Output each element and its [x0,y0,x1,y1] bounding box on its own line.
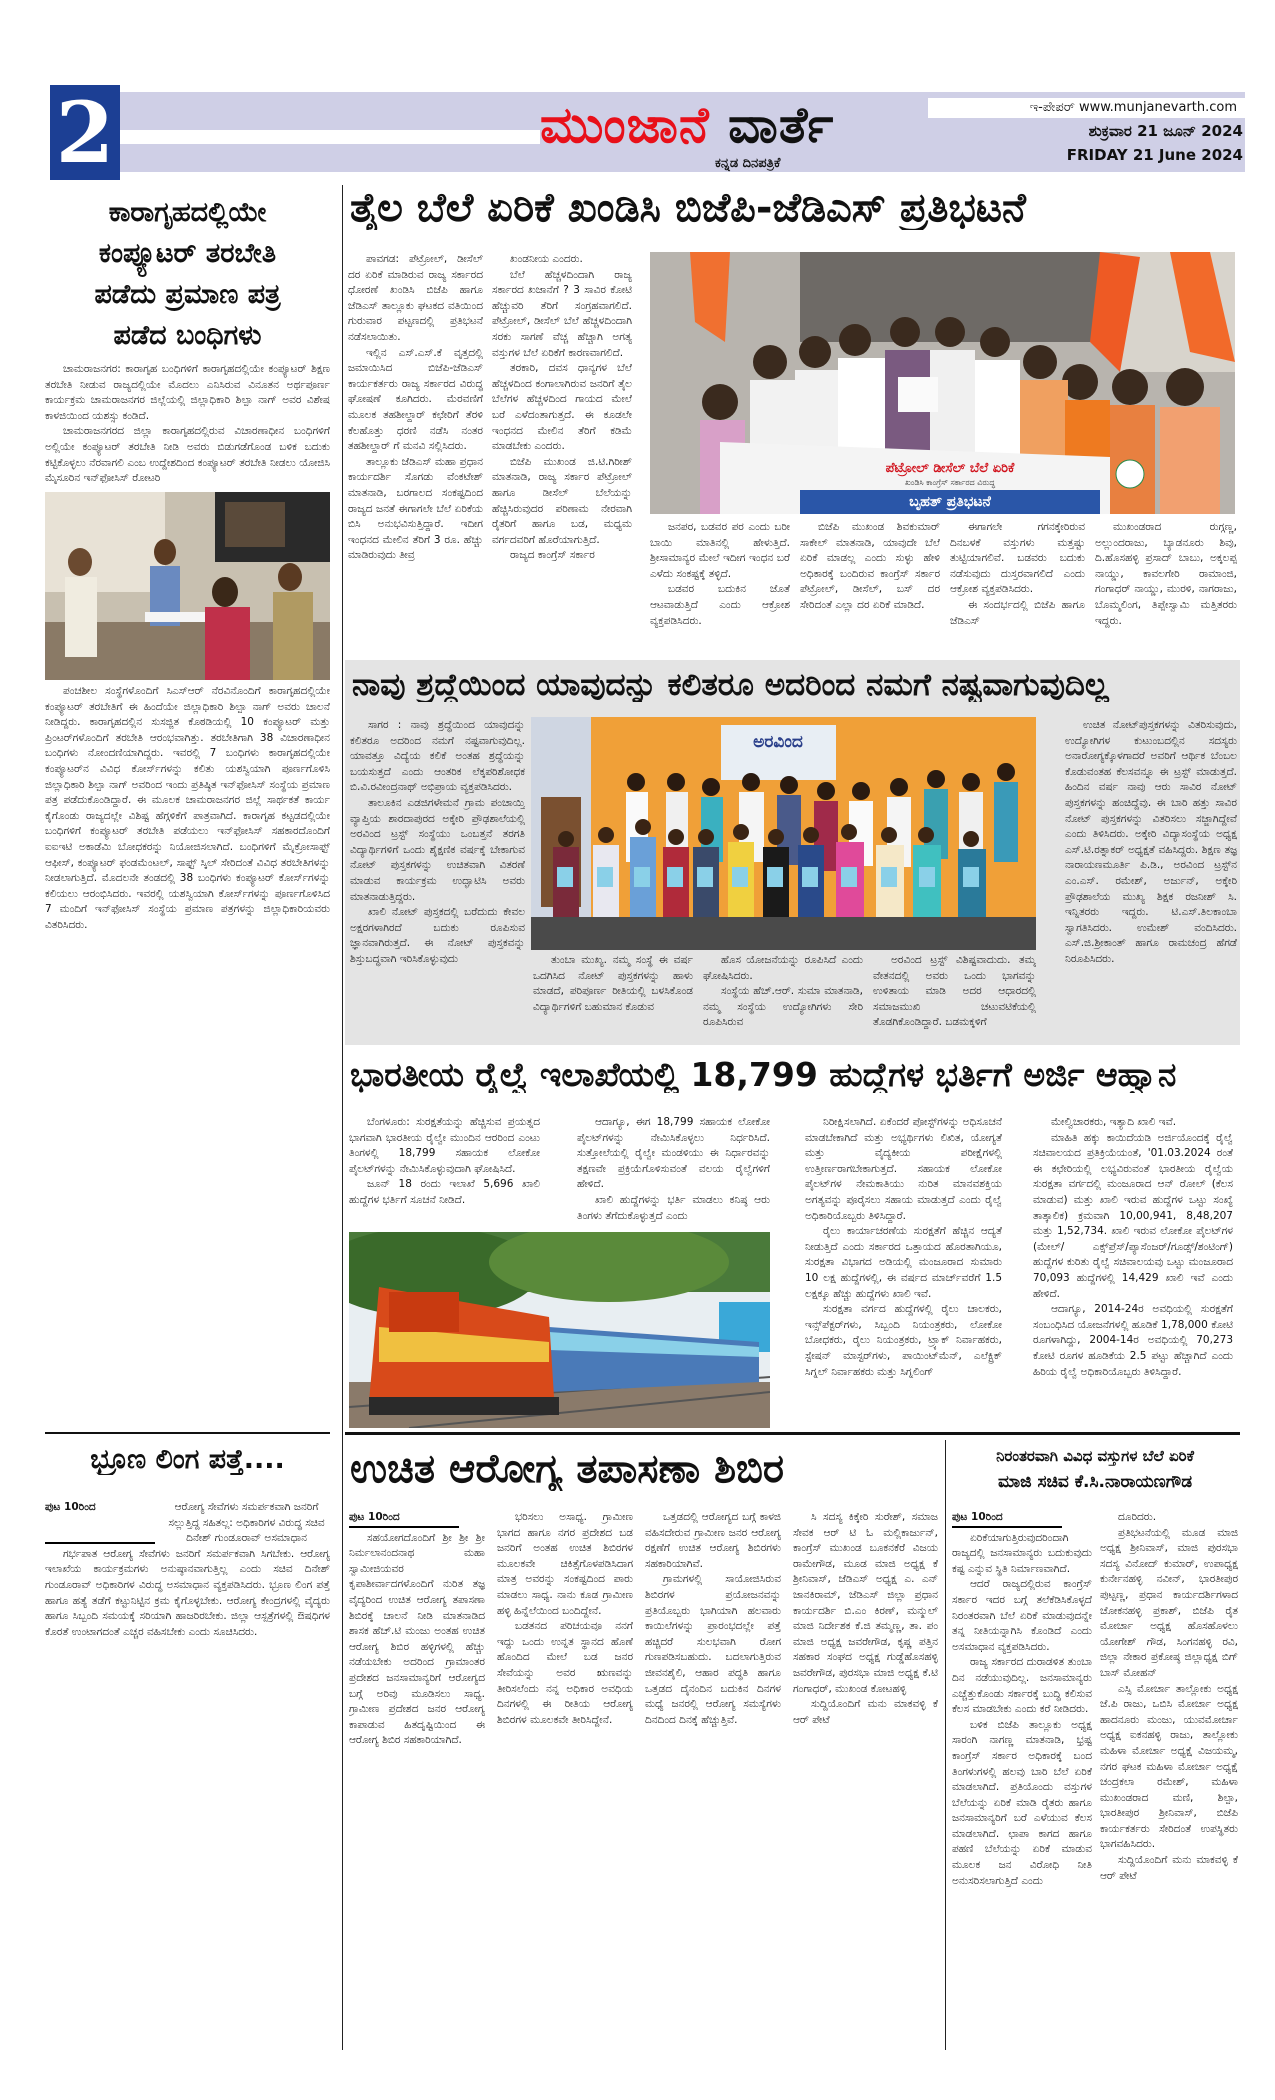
health-camp-headline: ಉಚಿತ ಆರೋಗ್ಯ ತಪಾಸಣಾ ಶಿಬಿರ [350,1447,785,1491]
paragraph: ಜೂನ್ 18 ರಂದು ಇಲಾಖೆ 5,696 ಖಾಲಿ ಹುದ್ದೆಗಳ ಭರ್ತಿಗೆ ಸೂಚನೆ ನೀಡಿದೆ. [349,1178,540,1206]
train-photo [349,1232,770,1428]
paragraph: ಸಂಸ್ಥೆಯ ಹೆಚ್.ಆರ್. ಸುಮಾ ಮಾತನಾಡಿ, ನಮ್ಮ ಸಂಸ್ಥೆಯ ಉದ್ಯೋಗಿಗಳು ಸೇರಿ ರೂಪಿಸಿರುವ [703,985,863,1029]
section-rule [45,1432,330,1434]
fuel-headline: ತೈಲ ಬೆಲೆ ಏರಿಕೆ ಖಂಡಿಸಿ ಬಿಜೆಪಿ-ಜೆಡಿಎಸ್ ಪ್ರತಿಭಟನೆ [350,186,1026,230]
paragraph: ಒತ್ತಡದಲ್ಲಿ ಆರೋಗ್ಯದ ಬಗ್ಗೆ ಕಾಳಜಿ ವಹಿಸದೇರುವ ಗ್ರಾಮೀಣ ಜನರ ಆರೋಗ್ಯ ರಕ್ಷಣೆಗೆ ಉಚಿತ ಆರೋಗ್ಯ ಶಿಬಿರಗಳು ಸಹಕಾರಿಯಾಗಿವೆ. [645,1511,781,1570]
paragraph: ರಾಜ್ಯ ಸರ್ಕಾರದ ದುರಾಡಳಿತ ತುಂಬಾ ದಿನ ನಡೆಯುವುದಿಲ್ಲ. ಜನಸಾಮಾನ್ಯರು ಎಚ್ಚೆತ್ತುಕೊಂಡು ಸರ್ಕಾರಕ್ಕೆ ಬುದ್ಧಿ ಕಲಿಸುವ ಕೆಲಸ ಮಾಡಬೇಕು ಎಂದು ಕರೆ ನೀಡಿದರು. [952,1656,1092,1716]
paragraph: ಬೆಲೆ ಹೆಚ್ಚಳದಿಂದಾಗಿ ರಾಜ್ಯ ಸರ್ಕಾರದ ಖಜಾನೆಗೆ ? 3 ಸಾವಿರ ಕೋಟಿ ಹೆಚ್ಚುವರಿ ತೆರಿಗೆ ಸಂಗ್ರಹವಾಗಲಿದೆ. ಪೆಟ್ರೋಲ್, ಡೀಸೆಲ್ ಬೆಲೆ ಹೆಚ್ಚಳದಿಂದಾಗಿ ಸರಕು ಸಾಗಣೆ ವೆಚ್ಚ ಹೆಚ್ಚಾಗಿ ಅಗತ್ಯ ವಸ್ತುಗಳ ಬೆಲೆ ಏರಿಕೆಗೆ ಕಾರಣವಾಗಲಿದೆ. [492,268,632,359]
story-text [349,1531,485,1749]
masthead-stripe [120,130,540,144]
fuel-protest-photo [650,252,1235,514]
price-rise-col-1 [952,1510,1092,2050]
railway-col-2 [577,1115,770,1227]
price-rise-col-2 [1100,1510,1238,2050]
story-intro: ಆರೋಗ್ಯ ಸೇವೆಗಳು ಸಮರ್ಪಕವಾಗಿ ಜನರಿಗೆ ಸಲ್ಲುತ್ತಿದ್ದ ಸಹಿತಲ್ಲ: ಅಧಿಕಾರಿಗಳ ವಿರುದ್ಧ ಸಚಿವ ದಿನೇಶ್ ಗುಂಡೂರಾವ್ ಅಸಮಾಧಾನ [168,1501,325,1545]
notebooks-col-1 [350,718,525,1040]
paragraph: ಪ್ರತಿಭಟನೆಯಲ್ಲಿ ಮೂಡ ಮಾಜಿ ಅಧ್ಯಕ್ಷ ಶ್ರೀನಿವಾಸ್, ಮಾಜಿ ಪುರಸಭಾ ಸದಸ್ಯ ವಿನೋದ್ ಕುಮಾರ್, ಉಪಾಧ್ಯಕ್ಷ ಕುರ್ನೇನಹಳ್ಳಿ ನವೀನ್, ಭಾರತೀಪುರ ಪುಟ್ಟಣ್ಣ, ಪ್ರಧಾನ ಕಾರ್ಯದರ್ಶಿಗಳಾದ ಚೋಕನಹಳ್ಳಿ ಪ್ರಕಾಶ್, ಬಿಜೆಪಿ ರೈತ ಮೋರ್ಚಾ ಅಧ್ಯಕ್ಷ ಹೊಸಹೊಳಲು ಯೋಗೇಶ್ ಗೌಡ, ಸಿಂಗನಹಳ್ಳಿ ರವಿ, ಜಿಲ್ಲಾ ನೇಕಾರ ಪ್ರಕೋಷ್ಠ ಜಿಲ್ಲಾಧ್ಯಕ್ಷ ಬಿಗ್ ಬಾಸ್ ಮೋಹನ್ [1100,1526,1238,1679]
headline-line: ನಿರಂತರವಾಗಿ ವಿವಿಧ ವಸ್ತುಗಳ ಬೆಲೆ ಏರಿಕೆ [996,1447,1194,1465]
railway-headline: ಭಾರತೀಯ ರೈಲ್ವೆ ಇಲಾಖೆಯಲ್ಲಿ 18,799 ಹುದ್ದೆಗಳ ಭರ್ತಿಗೆ ಅರ್ಜಿ ಆಹ್ವಾನ [350,1057,1177,1094]
paragraph: ರೈಲು ಕಾರ್ಯಾಚರಣೆಯ ಸುರಕ್ಷತೆಗೆ ಹೆಚ್ಚಿನ ಆದ್ಯತೆ ನೀಡುತ್ತಿದೆ ಎಂದು ಸರ್ಕಾರದ ಒತ್ತಾಯದ ಹೊರತಾಗಿಯೂ, ಸುರಕ್ಷತಾ ವಿಭಾಗದ ಅಡಿಯಲ್ಲಿ ಮಂಜೂರಾದ ಸುಮಾರು 10 ಲಕ್ಷ ಹುದ್ದೆಗಳಲ್ಲಿ, ಈ ವರ್ಷದ ಮಾರ್ಚ್‌ವರೆಗೆ 1.5 ಲಕ್ಷಕ್ಕೂ ಹೆಚ್ಚು ಹುದ್ದೆಗಳು ಖಾಲಿ ಇವೆ. [805,1225,1002,1300]
paragraph: ಸುದ್ದಿಯೊಂದಿಗೆ ಮನು ಮಾಕವಳ್ಳಿ ಕೆ ಆರ್ ಪೇಟೆ [793,1698,938,1726]
jail-body [45,684,330,1434]
jail-photo [45,492,330,680]
paragraph: ಹೊಸ ಯೋಜನೆಯನ್ನು ರೂಪಿಸಿದೆ ಎಂದು ಘೋಷಿಸಿದರು. [703,954,863,982]
column-divider [945,1440,946,2050]
banner-text-line1: ಪೆಟ್ರೋಲ್ ಡೀಸೆಲ್ ಬೆಲೆ ಏರಿಕೆ [885,461,1015,476]
page-number: 2 [50,85,120,180]
epaper-url[interactable]: ಇ-ಪೇಪರ್ www.munjanevarth.com [928,98,1245,118]
paragraph: ಸುರಕ್ಷತಾ ವರ್ಗದ ಹುದ್ದೆಗಳಲ್ಲಿ ರೈಲು ಚಾಲಕರು, ಇನ್ಸ್‌ಪೆಕ್ಟರ್‌ಗಳು, ಸಿಬ್ಬಂದಿ ನಿಯಂತ್ರಕರು, ಲೋಕೋ ಬೋಧಕರು, ರೈಲು ನಿಯಂತ್ರಕರು, ಟ್ರ್ಯಾಕ್ ನಿರ್ವಾಹಕರು, ಸ್ಟೇಷನ್ ಮಾಸ್ಟರ್‌ಗಳು, ಪಾಯಿಂಟ್‌ಮೆನ್, ಎಲೆಕ್ಟ್ರಿಕ್ ಸಿಗ್ನಲ್ ನಿರ್ವಾಹಕರು ಮತ್ತು ಸಿಗ್ನಲಿಂಗ್ [805,1303,1002,1378]
paragraph: ಜನಪರ, ಬಡವರ ಪರ ಎಂದು ಬರೀ ಬಾಯಿ ಮಾತಿನಲ್ಲಿ ಹೇಳುತ್ತಿದೆ. ಶ್ರೀಸಾಮಾನ್ಯರ ಮೇಲೆ ಇದೀಗ ಇಂಧನ ಬರೆ ಎಳೆದು ಸಂಕಷ್ಟಕ್ಕೆ ತಳ್ಳಿದೆ. [650,521,790,580]
notebooks-col-2 [533,953,693,1041]
health-col-2 [497,1510,633,2050]
paragraph: ಸಹಯೋಗದೊಂದಿಗೆ ಶ್ರೀ ಶ್ರೀ ಶ್ರೀ ನಿರ್ಮಲಾನಂದನಾಥ ಮಹಾ ಸ್ವಾಮೀಜಿಯವರ ಕೃಪಾಶೀರ್ವಾದಗಳೊಂದಿಗೆ ನುರಿತ ತಜ್ಞ ವೈದ್ಯರಿಂದ ಉಚಿತ ಆರೋಗ್ಯ ತಪಾಸಣಾ ಶಿಬಿರಕ್ಕೆ ಚಾಲನೆ ನೀಡಿ ಮಾತನಾಡಿದ ಶಾಸಕ ಹೆಚ್.ಟಿ ಮಂಜು ಅಂತಹ ಉಚಿತ ಆರೋಗ್ಯ ಶಿಬಿರ ಹಳ್ಳಿಗಳಲ್ಲಿ ಹೆಚ್ಚು ನಡೆಯಬೇಕು ಅದರಿಂದ ಗ್ರಾಮಾಂತರ ಪ್ರದೇಶದ ಜನಸಾಮಾನ್ಯರಿಗೆ ಆರೋಗ್ಯದ ಬಗ್ಗೆ ಅರಿವು ಮೂಡಿಸಲು ಸಾಧ್ಯ. ಗ್ರಾಮೀಣ ಪ್ರದೇಶದ ಜನರ ಆರೋಗ್ಯ ಕಾಪಾಡುವ ಹಿತದೃಷ್ಟಿಯಿಂದ ಈ ಆರೋಗ್ಯ ಶಿಬಿರ ಸಹಕಾರಿಯಾಗಿದೆ. [349,1531,485,1747]
paragraph: ಆದಾಗ್ಯೂ, 2014-24ರ ಅವಧಿಯಲ್ಲಿ ಸುರಕ್ಷತೆಗೆ ಸಂಬಂಧಿಸಿದ ಯೋಜನೆಗಳಲ್ಲಿ ಹೂಡಿಕೆ 1,78,000 ಕೋಟಿ ರೂಗಳಾಗಿದ್ದು, 2004-14ರ ಅವಧಿಯಲ್ಲಿ 70,273 ಕೋಟಿ ರೂಗಳ ಹೂಡಿಕೆಯ 2.5 ಪಟ್ಟು ಹೆಚ್ಚಾಗಿದೆ ಎಂದು ಹಿರಿಯ ರೈಲ್ವೆ ಅಧಿಕಾರಿಯೊಬ್ಬರು ತಿಳಿಸಿದ್ದಾರೆ. [1033,1303,1233,1378]
section-rule [345,1432,1240,1435]
paragraph: ತುಂಬಾ ಮುಖ್ಯ. ನಮ್ಮ ಸಂಸ್ಥೆ ಈ ವರ್ಷ ಒದಗಿಸಿದ ನೋಟ್ ಪುಸ್ತಕಗಳನ್ನು ಹಾಳು ಮಾಡದೆ, ಪರಿಪೂರ್ಣ ರೀತಿಯಲ್ಲಿ ಬಳಸಿಕೊಂಡ ವಿದ್ಯಾರ್ಥಿಗಳಿಗೆ ಬಹುಮಾನ ಕೊಡುವ [533,954,693,1013]
paragraph: ಖಾಲಿ ಹುದ್ದೆಗಳನ್ನು ಭರ್ತಿ ಮಾಡಲು ಕನಿಷ್ಠ ಆರು ತಿಂಗಳು ತೆಗೆದುಕೊಳ್ಳುತ್ತದೆ ಎಂದು [577,1193,770,1222]
health-col-1 [349,1510,485,2050]
paragraph: ಪಾವಗಡ: ಪೆಟ್ರೋಲ್, ಡೀಸೆಲ್ ದರ ಏರಿಕೆ ಮಾಡಿರುವ ರಾಜ್ಯ ಸರ್ಕಾರದ ಧೋರಣೆ ಖಂಡಿಸಿ ಬಿಜೆಪಿ ಹಾಗೂ ಜೆಡಿಎಸ್ ತಾಲ್ಲೂಕು ಘಟಕದ ವತಿಯಿಂದ ಗುರುವಾರ ಪಟ್ಟಣದಲ್ಲಿ ಪ್ರತಿಭಟನೆ ನಡೆಸಲಾಯಿತು. [348,253,483,343]
paragraph: ಈ ಸಂದರ್ಭದಲ್ಲಿ ಬಿಜೆಪಿ ಹಾಗೂ ಜೆಡಿಎಸ್ [950,598,1085,627]
paragraph: ತಾಲ್ಲೂಕು ಜೆಡಿಎಸ್ ಮಹಾ ಪ್ರಧಾನ ಕಾರ್ಯದರ್ಶಿ ಸೊಗಡು ವೆಂಕಟೇಶ್ ಮಾತನಾಡಿ, ಬರಗಾಲದ ಸಂಕಷ್ಟದಿಂದ ರಾಜ್ಯದ ಜನತೆ ಈಗಾಗಲೇ ಬೆಲೆ ಏರಿಕೆಯ ಬಿಸಿ ಅನುಭವಿಸುತ್ತಿದ್ದಾರೆ. ಇದೀಗ ಇಂಧನದ ಮೇಲಿನ ತೆರಿಗೆ 3 ರೂ. ಹೆಚ್ಚು ಮಾಡಿರುವುದು ತೀವ್ರ [348,455,483,562]
paragraph: ತಾಲೂಕಿನ ಎಡಜಿಗಳೇಮನೆ ಗ್ರಾಮ ಪಂಚಾಯ್ತಿ ವ್ಯಾಪ್ತಿಯ ಶಾರದಾಪುರದ ಅಕ್ಕೇರಿ ಪ್ರೌಢಶಾಲೆಯಲ್ಲಿ ಅರವಿಂದ ಟ್ರಸ್ಟ್ ಸಂಸ್ಥೆಯು ಒಂಬತ್ತನೆ ತರಗತಿ ವಿದ್ಯಾರ್ಥಿಗಳಿಗೆ ಒಂದು ಶೈಕ್ಷಣಿಕ ವರ್ಷಕ್ಕೆ ಬೇಕಾಗುವ ನೋಟ್ ಪುಸ್ತಕಗಳನ್ನು ಉಚಿತವಾಗಿ ವಿತರಣೆ ಮಾಡುವ ಕಾರ್ಯಕ್ರಮ ಉದ್ಘಾಟಿಸಿ ಅವರು ಮಾತನಾಡುತ್ತಿದ್ದರು. [350,796,525,903]
health-col-3 [645,1510,781,2050]
story-text [45,1547,330,1641]
paragraph: ಅರವಿಂದ ಟ್ರಸ್ಟ್ ವಿಶಿಷ್ಟವಾದುದು. ತಮ್ಮ ವೇತನದಲ್ಲಿ ಅವರು ಒಂದು ಭಾಗವನ್ನು ಉಳಿತಾಯ ಮಾಡಿ ಅದರ ಆಧಾರದಲ್ಲಿ ಸಮಾಜಮುಖಿ ಚಟುವಟಿಕೆಯಲ್ಲಿ ತೊಡಗಿಕೊಂಡಿದ್ದಾರೆ. ಬಡಮಕ್ಕಳಿಗೆ [873,954,1036,1029]
paragraph: ನಿರೀಕ್ಷಿಸಲಾಗಿದೆ. ಏಕೆಂದರೆ ಪೋಸ್ಟ್‌ಗಳನ್ನು ಅಧಿಸೂಚನೆ ಮಾಡಬೇಕಾಗಿದೆ ಮತ್ತು ಅಭ್ಯರ್ಥಿಗಳು ಲಿಖಿತ, ಯೋಗ್ಯತೆ ಮತ್ತು ವೈದ್ಯಕೀಯ ಪರೀಕ್ಷೆಗಳಲ್ಲಿ ಉತ್ತೀರ್ಣರಾಗಬೇಕಾಗುತ್ತದೆ. ಸಹಾಯಕ ಲೋಕೋ ಪೈಲಟ್‌ಗಳ ನೇಮಕಾತಿಯು ನುರಿತ ಮಾನವಶಕ್ತಿಯ ಅಗತ್ಯವನ್ನು ಪೂರೈಸಲು ಸಹಾಯ ಮಾಡುತ್ತದೆ ಎಂದು ರೈಲ್ವೆ ಅಧಿಕಾರಿಯೊಬ್ಬರು ತಿಳಿಸಿದ್ದಾರೆ. [805,1116,1002,1222]
paragraph: ಸಾಗರ : ನಾವು ಶ್ರದ್ಧೆಯಿಂದ ಯಾವುದನ್ನು ಕಲಿತರೂ ಅದರಿಂದ ನಮಗೆ ನಷ್ಟವಾಗುವುದಿಲ್ಲ. ಯಾವತ್ತೂ ವಿದ್ಯೆಯ ಕಲಿಕೆ ಅಂತಹ ಶ್ರದ್ಧೆಯನ್ನು ಬಯಸುತ್ತದೆ ಎಂದು ಆಂತರಿಕ ಲೆಕ್ಕಪರಿಶೋಧಕ ಬಿ.ವಿ.ರವೀಂದ್ರನಾಥ್ ಅಭಿಪ್ರಾಯ ವ್ಯಕ್ತಪಡಿಸಿದರು. [350,719,525,794]
paragraph: ಗರ್ಭಪಾತ ಆರೋಗ್ಯ ಸೇವೆಗಳು ಜನರಿಗೆ ಸಮರ್ಪಕವಾಗಿ ಸಿಗಬೇಕು. ಆರೋಗ್ಯ ಇಲಾಖೆಯ ಕಾರ್ಯಕ್ರಮಗಳು ಅನುಷ್ಠಾನವಾಗುತ್ತಿಲ್ಲ ಎಂದು ಸಚಿವ ದಿನೇಶ್ ಗುಂಡೂರಾವ್ ಅಧಿಕಾರಿಗಳ ವಿರುದ್ಧ ಅಸಮಾಧಾನ ವ್ಯಕ್ತಪಡಿಸಿದರು. ಭ್ರೂಣ ಲಿಂಗ ಪತ್ತೆ ಹಾಗೂ ಹತ್ಯೆ ತಡೆಗೆ ಕಟ್ಟುನಿಟ್ಟಿನ ಕ್ರಮ ಕೈಗೊಳ್ಳಬೇಕು. ಆರೋಗ್ಯ ಕೇಂದ್ರಗಳಲ್ಲಿ ವೈದ್ಯರು ಹಾಗೂ ಸಿಬ್ಬಂದಿ ಸಮಯಕ್ಕೆ ಸರಿಯಾಗಿ ಹಾಜರಿರಬೇಕು. ಜಿಲ್ಲಾ ಆಸ್ಪತ್ರೆಗಳಲ್ಲಿ ಔಷಧಿಗಳ ಕೊರತೆ ಉಂಟಾಗದಂತೆ ಎಚ್ಚರ ವಹಿಸಬೇಕು ಎಂದು ಸೂಚಿಸಿದರು. [45,1547,330,1638]
railway-col-3 [805,1115,1002,1430]
paragraph: ಗ್ರಾಮಗಳಲ್ಲಿ ಸಾಯೋಜಿಸಿರುವ ಶಿಬಿರಗಳ ಪ್ರಯೋಜನವನ್ನು ಪ್ರತಿಯೊಬ್ಬರು ಭಾಗಿಯಾಗಿ ಹಲವಾರು ಕಾಯಿಲೆಗಳನ್ನು ಪ್ರಾರಂಭದಲ್ಲೇ ಪತ್ತೆ ಹಚ್ಚಿದರೆ ಸುಲಭವಾಗಿ ರೋಗ ಗುಣಪಡಿಸಬಹುದು. ಬದಲಾಗುತ್ತಿರುವ ಜೀವನಶೈಲಿ, ಆಹಾರ ಪದ್ಧತಿ ಹಾಗೂ ಒತ್ತಡದ ದೈನಂದಿನ ಬದುಕಿನ ದಿನಗಳ ಮಧ್ಯೆ ಜನರಲ್ಲಿ ಆರೋಗ್ಯ ಸಮಸ್ಯೆಗಳು ದಿನದಿಂದ ದಿನಕ್ಕೆ ಹೆಚ್ಚುತ್ತಿವೆ. [645,1573,781,1726]
notebooks-headline: ನಾವು ಶ್ರದ್ಧೆಯಿಂದ ಯಾವುದನ್ನು ಕಲಿತರೂ ಅದರಿಂದ ನಮಗೆ ನಷ್ಟವಾಗುವುದಿಲ್ಲ [352,668,1109,703]
paragraph: ಆದಾಗ್ಯೂ, ಈಗ 18,799 ಸಹಾಯಕ ಲೋಕೋ ಪೈಲಟ್‌ಗಳನ್ನು ನೇಮಿಸಿಕೊಳ್ಳಲು ನಿರ್ಧರಿಸಿದೆ. ಸುತ್ತೋಲೆಯಲ್ಲಿ ರೈಲ್ವೇ ಮಂಡಳಿಯು ಈ ನಿರ್ಧಾರವನ್ನು ತಕ್ಷಣವೇ ಪ್ರಕ್ರಿಯೆಗೊಳಿಸುವಂತೆ ವಲಯ ರೈಲ್ವೆಗಳಿಗೆ ಹೇಳಿದೆ. [577,1116,770,1191]
logo-word-black: ವಾರ್ತೆ [728,96,835,154]
banner-text-line3: ಬೃಹತ್ ಪ್ರತಿಭಟನೆ [909,494,991,510]
railway-col-4 [1033,1115,1233,1430]
story-text [952,1531,1092,1890]
paragraph: ಖಾಲಿ ನೋಟ್ ಪುಸ್ತಕದಲ್ಲಿ ಬರೆದುದು ಕೇವಲ ಅಕ್ಷರಗಳಾಗಿರದೆ ಬದುಕು ರೂಪಿಸುವ ಜ್ಞಾನವಾಗಿರುತ್ತದೆ. ಈ ನೋಟ್ ಪುಸ್ತಕವನ್ನು ಶಿಸ್ತುಬದ್ಧವಾಗಿ ಇರಿಸಿಕೊಳ್ಳುವುದು [350,906,525,965]
notebooks-col-3 [703,953,863,1041]
paragraph: ದೂರಿದರು. [1118,1511,1157,1523]
paragraph: ಬಿಜೆಪಿ ಮುಖಂಡ ಜಿ.ಟಿ.ಗಿರೀಶ್ ಮಾತನಾಡಿ, ರಾಜ್ಯ ಸರ್ಕಾರ ಪೆಟ್ರೋಲ್ ಹಾಗೂ ಡೀಸೆಲ್ ಬೆಲೆಯನ್ನು ಹೆಚ್ಚಿಸಿರುವುದರ ಪರಿಣಾಮ ನೇರವಾಗಿ ರೈತರಿಗೆ ಹಾಗೂ ಬಡ, ಮಧ್ಯಮ ವರ್ಗದವರಿಗೆ ಹೊರೆಯಾಗುತ್ತಿದೆ. [492,455,632,546]
paragraph: ಬಿಜೆಪಿ ಮುಖಂಡ ಶಿವಕುಮಾರ್ ಸಾಕೇಲ್ ಮಾತನಾಡಿ, ಯಾವುದೇ ಬೆಲೆ ಏರಿಕೆ ಮಾಡಲ್ಲ ಎಂದು ಸುಳ್ಳು ಹೇಳಿ ಅಧಿಕಾರಕ್ಕೆ ಬಂದಿರುವ ಕಾಂಗ್ರೆಸ್ ಸರ್ಕಾರ ಪೆಟ್ರೋಲ್, ಡೀಸೆಲ್, ಬಸ್ ದರ ಸೇರಿದಂತೆ ಎಲ್ಲಾ ದರ ಏರಿಕೆ ಮಾಡಿದೆ. [800,521,940,611]
paragraph: ಎಸ್ಸಿ ಮೋರ್ಚಾ ತಾಲ್ಲೋಕು ಅಧ್ಯಕ್ಷ ಜೆ.ಪಿ ರಾಜು, ಒಬಿಸಿ ಮೋರ್ಚಾ ಅಧ್ಯಕ್ಷ ಹಾದನೂರು ಮಂಜು, ಯುವಮೋರ್ಚಾ ಅಧ್ಯಕ್ಷ ಐಕನಹಳ್ಳಿ ರಾಜು, ತಾಲ್ಲೋಕು ಮಹಿಳಾ ಮೋರ್ಚಾ ಅಧ್ಯಕ್ಷೆ ವಿಜಯಮ್ಮ, ನಗರ ಘಟಕ ಮಹಿಳಾ ಮೋರ್ಚಾ ಅಧ್ಯಕ್ಷೆ ಚಂದ್ರಕಲಾ ರಮೇಶ್, ಮಹಿಳಾ ಮುಖಂಡರಾದ ಮಣಿ, ಶಿಲ್ಪಾ, ಭಾರತೀಪುರ ಶ್ರೀನಿವಾಸ್, ಬಿಜೆಪಿ ಕಾರ್ಯಕರ್ತರು ಸೇರಿದಂತೆ ಉಪಸ್ಥಿತರು ಭಾಗವಹಿಸಿದರು. [1100,1682,1238,1851]
headline-line: ಕಾರಾಗೃಹದಲ್ಲಿಯೇ [108,197,267,228]
paragraph: ಚಾಮರಾಜನಗರದ ಜಿಲ್ಲಾ ಕಾರಾಗೃಹದಲ್ಲಿರುವ ವಿಚಾರಣಾಧೀನ ಬಂಧಿಗಳಿಗೆ ಅಲ್ಲಿಯೇ ಕಂಪ್ಯೂಟರ್ ತರಬೇತಿ ನೀಡಿ ಅವರು ಬಿಡುಗಡೆಗೊಂಡ ಬಳಿಕ ಬದುಕು ಕಟ್ಟಿಕೊಳ್ಳಲು ನೆರವಾಗಲಿ ಎಂಬ ಉದ್ದೇಶದಿಂದ ಕಂಪ್ಯೂಟರ್ ತರಬೇತಿ ನೀಡಲು ಯೋಜಿಸಿ ಮೈಸೂರಿನ ಇನ್‌ಫೋಸಿಸ್ ರೋಟರಿ [45,425,330,485]
paragraph: ಈಗಾಗಲೇ ಗಗನಕ್ಕೇರಿರುವ ದಿನಬಳಕೆ ವಸ್ತುಗಳು ಮತ್ತಷ್ಟು ತುಟ್ಟಿಯಾಗಲಿವೆ. ಬಡವರು ಬದುಕು ನಡೆಸುವುದು ದುಸ್ತರವಾಗಲಿದೆ ಎಂದು ಆಕ್ರೋಶ ವ್ಯಕ್ತಪಡಿಸಿದರು. [950,521,1085,596]
railway-col-1 [349,1115,540,1227]
jump-label: ಪುಟ 10ರಿಂದ [952,1510,1062,1528]
paragraph: ಬಡತನದ ಪರಿಚಯವೂ ನನಗೆ ಇದ್ದು ಒಂದು ಉನ್ನತ ಸ್ಥಾನದ ಹೊಣೆ ಹೊಂದಿದ ಮೇಲೆ ಬಡ ಜನರ ಸೇವೆಯನ್ನು ಅವರ ಋಣವನ್ನು ತೀರಿಸಲೆಂದು ನನ್ನ ಅಧಿಕಾರ ಅವಧಿಯ ದಿನಗಳಲ್ಲಿ ಈ ರೀತಿಯ ಆರೋಗ್ಯ ಶಿಬಿರಗಳ ಮೂಲಕವೇ ತೀರಿಸಿದ್ದೇನೆ. [497,1620,633,1726]
paragraph: ಮುಖಂಡರಾದ ರುಗ್ಗಣ್ಣ, ಅಲ್ಲುಂದರಾಜು, ಬ್ಯಾಡನೂರು ಶಿವು, ದಿ.ಹೊಸಹಳ್ಳಿ ಪ್ರಸಾದ್ ಬಾಬು, ಅಕ್ಕಲಪ್ಪ ನಾಯ್ಡು, ಕಾವಲಗೇರಿ ರಾಮಾಂಜಿ, ಗಂಗಾಧರ್ ನಾಯ್ಡು, ಮುರಳಿ, ನಾಗರಾಜು, ಬೊಮ್ಮಲಿಂಗ, ತಿಪ್ಪೇಸ್ವಾಮಿ ಮತ್ತಿತರರು ಇದ್ದರು. [1095,521,1237,627]
date-english: FRIDAY 21 June 2024 [1066,146,1243,164]
paragraph: ಪಂಚಶೀಲ ಸಂಸ್ಥೆಗಳೊಂದಿಗೆ ಸಿಎಸ್‌ಆರ್ ನೆರವಿನೊಂದಿಗೆ ಕಾರಾಗೃಹದಲ್ಲಿಯೇ ಕಂಪ್ಯೂಟರ್ ತರಬೇತಿಗೆ ಈ ಹಿಂದೆಯೇ ಜಿಲ್ಲಾಧಿಕಾರಿ ಶಿಲ್ಪಾ ನಾಗ್ ಅವರು ಚಾಲನೆ ನೀಡಿದ್ದರು. ಕಾರಾಗೃಹದಲ್ಲಿನ ಸುಸಜ್ಜಿತ ಕೊಠಡಿಯಲ್ಲಿ 10 ಕಂಪ್ಯೂಟರ್ ಮತ್ತು ಪ್ರಿಂಟರ್‌ಗಳೊಂದಿಗೆ ತರಬೇತಿ ಆರಂಭವಾಗಿತ್ತು. ತರಬೇತಿಗಾಗಿ 38 ವಿಚಾರಣಾಧೀನ ಬಂಧಿಗಳು ನೋಂದಣಿಯಾಗಿದ್ದರು. ಇವರಲ್ಲಿ 7 ಬಂಧಿಗಳು ಕಾರಾಗೃಹದಲ್ಲಿಯೇ ಕಂಪ್ಯೂಟರ್‌ನ ವಿವಿಧ ಕೋರ್ಸ್‌ಗಳನ್ನು ಕಲಿತು ಯಶಸ್ವಿಯಾಗಿ ಪೂರ್ಣಗೊಳಿಸಿ ಜಿಲ್ಲಾಧಿಕಾರಿ ಶಿಲ್ಪಾ ನಾಗ್ ಅವರಿಂದ ಇಂದು ಪ್ರತಿಷ್ಠಿತ ಇನ್‌ಫೋಸಿಸ್ ಸಂಸ್ಥೆಯ ಪ್ರಮಾಣ ಪತ್ರ ಪಡೆದುಕೊಂಡಿದ್ದಾರೆ. ಈ ಮೂಲಕ ಚಾಮರಾಜನಗರ ಜಿಲ್ಲೆ ಸಾರ್ಥಕತೆ ಕಾರ್ಯ ಕೈಗೊಂಡು ರಾಜ್ಯದಲ್ಲೇ ವಿಶಿಷ್ಟ ಹೆಗ್ಗಳಿಕೆಗೆ ಪಾತ್ರವಾಗಿದೆ. ಕಾರಾಗೃಹ ಕಟ್ಟಡದಲ್ಲಿಯೇ ಬಂಧಿಗಳಿಗೆ ಕಂಪ್ಯೂಟರ್ ತರಬೇತಿ ಪಡೆಯಲು ಇನ್‌ಫೋಸಿಸ್ ಸಹಕಾರದೊಂದಿಗೆ ಐಐಇಟಿ ಅಕಾಡೆಮಿ ಬೋಧಕರನ್ನು ನಿಯೋಜಿಸಲಾಗಿದೆ. ಬಂಧಿಗಳಿಗೆ ಮೈಕ್ರೋಸಾಫ್ಟ್ ಆಫೀಸ್, ಕಂಪ್ಯೂಟರ್ ಫಂಡಮೆಂಟಲ್, ಸಾಫ್ಟ್ ಸ್ಕಿಲ್ ಸೇರಿದಂತೆ ವಿವಿಧ ತರಬೇತಿಗಳನ್ನು ನೀಡಲಾಗುತ್ತಿದೆ. ಮೊದಲನೇ ತಂಡದಲ್ಲಿ 38 ಬಂಧಿಗಳು ಕಂಪ್ಯೂಟರ್ ಕೋರ್ಸ್‌ಗಳನ್ನು ಕಲಿಯಲು ಆರಂಭಿಸಿದರು. ಇವರಲ್ಲಿ ಯಶಸ್ವಿಯಾಗಿ ಕೋರ್ಸ್‌ಗಳನ್ನು ಪೂರ್ಣಗೊಳಿಸಿದ 7 ಮಂದಿಗೆ ಇನ್‌ಫೋಸಿಸ್ ಸಂಸ್ಥೆಯ ಪ್ರಮಾಣ ಪತ್ರಗಳನ್ನು ಜಿಲ್ಲಾಧಿಕಾರಿಯವರು ವಿತರಿಸಿದರು. [45,685,330,931]
paragraph: ಭರಿಸಲು ಅಸಾಧ್ಯ. ಗ್ರಾಮೀಣ ಭಾಗದ ಹಾಗೂ ನಗರ ಪ್ರದೇಶದ ಬಡ ಜನರಿಗೆ ಅಂತಹ ಉಚಿತ ಶಿಬಿರಗಳ ಮೂಲಕವೇ ಚಿಕಿತ್ಸೆಗೊಳಪಡಿಸಿದಾಗ ಮಾತ್ರ ಅವರನ್ನು ಸಂಕಷ್ಟದಿಂದ ಪಾರು ಮಾಡಲು ಸಾಧ್ಯ. ನಾನು ಕೂಡ ಗ್ರಾಮೀಣ ಹಳ್ಳಿ ಹಿನ್ನೆಲೆಯಿಂದ ಬಂದಿದ್ದೇನೆ. [497,1511,633,1617]
notebooks-col-5 [1065,718,1237,1040]
jump-label: ಪುಟ 10ರಿಂದ [45,1500,155,1544]
paragraph: ಬಡವರ ಬದುಕಿನ ಜೊತೆ ಆಟವಾಡುತ್ತಿದೆ ಎಂದು ಆಕ್ರೋಶ ವ್ಯಕ್ತಪಡಿಸಿದರು. [650,583,790,627]
paragraph: ಚಾಮರಾಜನಗರ: ಕಾರಾಗೃಹ ಬಂಧಿಗಳಿಗೆ ಕಾರಾಗೃಹದಲ್ಲಿಯೇ ಕಂಪ್ಯೂಟರ್ ಶಿಕ್ಷಣ ತರಬೇತಿ ನೀಡುವ ರಾಜ್ಯದಲ್ಲಿಯೇ ಮೊದಲು ಎನಿಸಿರುವ ವಿನೂತನ ಅರ್ಥಪೂರ್ಣ ಕಾರ್ಯಕ್ರಮ ಚಾಮರಾಜನಗರ ಜಿಲ್ಲೆಯಲ್ಲಿ ಜಿಲ್ಲಾಧಿಕಾರಿ ಶಿಲ್ಪಾ ನಾಗ್ ಅವರ ವಿಶೇಷ ಕಾಳಜಿಯಿಂದ ಯಶಸ್ಸು ಕಂಡಿದೆ. [45,363,330,422]
banner-text-line2: ಖಂಡಿಸಿ ಕಾಂಗ್ರೆಸ್ ಸರ್ಕಾರದ ವಿರುದ್ಧ [904,478,996,487]
paragraph: ಮಾಹಿತಿ ಹಕ್ಕು ಕಾಯಿದೆಯಡಿ ಅರ್ಜಿಯೊಂದಕ್ಕೆ ರೈಲ್ವೆ ಸಚಿವಾಲಯದ ಪ್ರತಿಕ್ರಿಯೆಯಂತೆ, '01.03.2024 ರಂತೆ ಈ ಕಛೇರಿಯಲ್ಲಿ ಲಭ್ಯವಿರುವಂತೆ ಭಾರತೀಯ ರೈಲ್ವೆಯ ಸುರಕ್ಷತಾ ವರ್ಗದಲ್ಲಿ ಮಂಜೂರಾದ ಆನ್ ರೋಲ್ (ಕೆಲಸ ಮಾಡುವ) ಮತ್ತು ಖಾಲಿ ಇರುವ ಹುದ್ದೆಗಳ ಒಟ್ಟು ಸಂಖ್ಯೆ ತಾತ್ಕಾಲಿಕ) ಕ್ರಮವಾಗಿ 10,00,941, 8,48,207 ಮತ್ತು 1,52,734. ಖಾಲಿ ಇರುವ ಲೋಕೋ ಪೈಲಟ್‌ಗಳ (ಮೇಲ್/ ಎಕ್ಸ್‌ಪ್ರೆಸ್/ಪ್ಯಾಸೆಂಜರ್/ಗೂಡ್ಸ್/ಶಂಟಿಂಗ್) ಹುದ್ದೆಗಳ ಕುರಿತು ರೈಲ್ವೆ ಸಚಿವಾಲಯವು ಒಟ್ಟು ಮಂಜೂರಾದ 70,093 ಹುದ್ದೆಗಳಲ್ಲಿ 14,429 ಖಾಲಿ ಇವೆ ಎಂದು ಹೇಳಿದೆ. [1033,1131,1233,1300]
tagline: ಕನ್ನಡ ದಿನಪತ್ರಿಕೆ [715,156,781,171]
headline-line: ಮಾಜಿ ಸಚಿವ ಕೆ.ಸಿ.ನಾರಾಯಣಗೌಡ [997,1472,1193,1492]
fuel-col-5 [950,520,1085,652]
paragraph: ಏರಿಕೆಯಾಗುತ್ತಿರುವುದರಿಂದಾಗಿ ರಾಜ್ಯದಲ್ಲಿ ಜನಸಾಮಾನ್ಯರು ಬದುಕುವುದು ಕಷ್ಟ ಎನ್ನುವ ಸ್ಥಿತಿ ನಿರ್ಮಾಣವಾಗಿದೆ. [952,1531,1092,1575]
paragraph: ಆದರೆ ರಾಜ್ಯದಲ್ಲಿರುವ ಕಾಂಗ್ರೆಸ್ ಸರ್ಕಾರ ಇದರ ಬಗ್ಗೆ ತಲೆಕೆಡಿಸಿಕೊಳ್ಳದೆ ನಿರಂತರವಾಗಿ ಬೆಲೆ ಏರಿಕೆ ಮಾಡುವುದನ್ನೇ ತನ್ನ ನೀತಿಯನ್ನಾಗಿಸಿ ಕೊಂಡಿದೆ ಎಂದು ಅಸಮಾಧಾನ ವ್ಯಕ್ತಪಡಿಸಿದರು. [952,1578,1092,1653]
paragraph: ಉಚಿತ ನೋಟ್‌ಪುಸ್ತಕಗಳನ್ನು ವಿತರಿಸುವುದು, ಉದ್ಯೋಗಿಗಳ ಕುಟುಂಬದಲ್ಲಿನ ಸದಸ್ಯರು ಅನಾರೋಗ್ಯಕ್ಕೊಳಗಾದರೆ ಅವರಿಗೆ ಆರ್ಥಿಕ ಬೆಂಬಲ ಕೊಡುವಂತಹ ಕೆಲಸವನ್ನೂ ಈ ಟ್ರಸ್ಟ್ ಮಾಡುತ್ತದೆ. ಹಿಂದಿನ ವರ್ಷ ನಾವು ಆರು ಸಾವಿರ ನೋಟ್ ಪುಸ್ತಕಗಳನ್ನು ಹಂಚಿದ್ದೆವು. ಈ ಬಾರಿ ಹತ್ತು ಸಾವಿರ ನೋಟ್ ಪುಸ್ತಕಗಳನ್ನು ವಿತರಿಸಲು ಸಜ್ಜಾಗಿದ್ದೇವೆ ಎಂದು ತಿಳಿಸಿದರು. ಅಕ್ಕೇರಿ ವಿದ್ಯಾಸಂಸ್ಥೆಯ ಅಧ್ಯಕ್ಷ ಎಸ್.ಟಿ.ರತ್ನಾಕರ್ ಅಧ್ಯಕ್ಷತೆ ವಹಿಸಿದ್ದರು. ಶಿಕ್ಷಣ ತಜ್ಞ ನಾರಾಯಣಮೂರ್ತಿ ಪಿ.ಡಿ., ಅರವಿಂದ ಟ್ರಸ್ಟ್‌ನ ಎಂ.ಎಸ್. ರಮೇಶ್, ಅರ್ಜುನ್, ಅಕ್ಕೇರಿ ಪ್ರೌಢಶಾಲೆಯ ಮುಖ್ಯ ಶಿಕ್ಷಕ ರಜನೀಶ್ ಸಿ. ಇನ್ನಿತರರು ಇದ್ದರು. ಟಿ.ಎಸ್.ತಿಲಕಾಂಬಾ ಸ್ವಾಗತಿಸಿದರು. ಉಮೇಶ್ ವಂದಿಸಿದರು. ಎಸ್.ಜಿ.ಶ್ರೀಕಾಂತ್ ಹಾಗೂ ರಾಮಚಂದ್ರ ಹೆಗಡೆ ನಿರೂಪಿಸಿದರು. [1065,719,1237,965]
paragraph: ಬಳಿಕ ಬಿಜೆಪಿ ತಾಲ್ಲೂಕು ಅಧ್ಯಕ್ಷ ಸಾರಂಗಿ ನಾಗಣ್ಣ ಮಾತನಾಡಿ, ಭ್ರಷ್ಟ ಕಾಂಗ್ರೆಸ್ ಸರ್ಕಾರ ಅಧಿಕಾರಕ್ಕೆ ಬಂದ ತಿಂಗಳುಗಳಲ್ಲಿ ಹಲವು ಬಾರಿ ಬೆಲೆ ಏರಿಕೆ ಮಾಡಲಾಗಿದೆ. ಪ್ರತಿಯೊಂದು ವಸ್ತುಗಳ ಬೆಲೆಯನ್ನು ಏರಿಕೆ ಮಾಡಿ ರೈತರು ಹಾಗೂ ಜನಸಾಮಾನ್ಯರಿಗೆ ಬರೆ ಎಳೆಯುವ ಕೆಲಸ ಮಾಡಲಾಗಿದೆ. ಛಾಪಾ ಕಾಗದ ಹಾಗೂ ಪಹಣಿ ಬೆಲೆಯನ್ನು ಏರಿಕೆ ಮಾಡುವ ಮೂಲಕ ಜನ ವಿರೋಧಿ ನೀತಿ ಅನುಸರಿಸಲಾಗುತ್ತಿದೆ ಎಂದು [952,1718,1092,1887]
paragraph: ಖಂಡನೀಯ ಎಂದರು. [510,253,583,265]
jail-body-top [45,362,330,490]
headline-line: ಪಡೆದ ಬಂಧಿಗಳು [113,320,262,351]
health-col-4 [793,1510,938,2050]
paragraph: ಮೇಲ್ವಿಚಾರಕರು, ಇತ್ಯಾದಿ ಖಾಲಿ ಇವೆ. [1051,1116,1177,1128]
fuel-col-6 [1095,520,1237,652]
newspaper-logo [540,96,834,155]
fuel-col-3 [650,520,790,652]
sex-determination-body [45,1500,330,2050]
jump-label: ಪುಟ 10ರಿಂದ [349,1510,459,1528]
fuel-col-4 [800,520,940,652]
notebooks-col-4 [873,953,1036,1041]
paragraph: ರಾಜ್ಯದ ಕಾಂಗ್ರೆಸ್ ಸರ್ಕಾರ [510,549,595,562]
notebook-distribution-photo [531,717,1036,950]
paragraph: ಸುದ್ದಿಯೊಂದಿಗೆ ಮನು ಮಾಕವಳ್ಳಿ ಕೆ ಆರ್ ಪೇಟೆ [1100,1854,1238,1882]
fuel-col-1 [348,252,483,652]
paragraph: ಇಲ್ಲಿನ ಎಸ್.ಎಸ್.ಕೆ ವೃತ್ತದಲ್ಲಿ ಜಮಾಯಿಸಿದ ಬಿಜೆಪಿ-ಜೆಡಿಎಸ್ ಕಾರ್ಯಕರ್ತರು ರಾಜ್ಯ ಸರ್ಕಾರದ ವಿರುದ್ಧ ಘೋಷಣೆ ಕೂಗಿದರು. ಮೆರವಣಿಗೆ ಮೂಲಕ ತಹಶೀಲ್ದಾರ್ ಕಛೇರಿಗೆ ತೆರಳಿ ಕೆಲಹೊತ್ತು ಧರಣಿ ನಡೆಸಿ ನಂತರ ತಹಶೀಲ್ದಾರ್ ಗೆ ಮನವಿ ಸಲ್ಲಿಸಿದರು. [348,346,483,453]
headline-line: ಪಡೆದು ಪ್ರಮಾಣ ಪತ್ರ [94,279,281,310]
fuel-col-2 [492,252,632,652]
sex-determination-headline: ಭ್ರೂಣ ಲಿಂಗ ಪತ್ತೆ.... [90,1445,285,1475]
logo-word-red: ಮುಂಜಾನೆ [540,96,710,154]
column-divider [342,185,343,2050]
headline-line: ಕಂಪ್ಯೂಟರ್ ತರಬೇತಿ [98,238,277,269]
jail-headline [45,192,330,356]
paragraph: ತರಕಾರಿ, ದವಸ ಧಾನ್ಯಗಳ ಬೆಲೆ ಹೆಚ್ಚಳದಿಂದ ಕಂಗಾಲಾಗಿರುವ ಜನರಿಗೆ ತೈಲ ಬೆಲೆಗಳ ಹೆಚ್ಚಳದಿಂದ ಗಾಯದ ಮೇಲೆ ಬರೆ ಎಳೆದಂತಾಗುತ್ತದೆ. ಈ ಕೂಡಲೇ ಇಂಧನದ ಮೇಲಿನ ತೆರಿಗೆ ಕಡಿಮೆ ಮಾಡಬೇಕು ಎಂದರು. [492,362,632,453]
price-rise-headline [950,1443,1240,1495]
paragraph: ಸಿ ಸದಸ್ಯ ಕಿಕ್ಕೇರಿ ಸುರೇಶ್, ಸಮಾಜ ಸೇವಕ ಆರ್ ಟಿ ಓ ಮಲ್ಲಿಕಾರ್ಜುನ್, ಕಾಂಗ್ರೆಸ್ ಮುಖಂಡ ಬೂಕನಕೆರೆ ವಿಜಯ ರಾಮೇಗೌಡ, ಮೂಡ ಮಾಜಿ ಅಧ್ಯಕ್ಷ ಕೆ ಶ್ರೀನಿವಾಸ್, ಜೆಡಿಎಸ್ ಅಧ್ಯಕ್ಷ ಎ. ಎನ್ ಜಾನಕಿರಾಮ್, ಜೆಡಿಎಸ್ ಜಿಲ್ಲಾ ಪ್ರಧಾನ ಕಾರ್ಯದರ್ಶಿ ಬಿ.ಎಂ ಕಿರಣ್, ಮನ್ಮುಲ್ ಮಾಜಿ ನಿರ್ದೇಶಕ ಕೆ.ಜಿ ತಮ್ಮಣ್ಣ, ತಾ. ಪಂ ಮಾಜಿ ಅಧ್ಯಕ್ಷ ಜವರೇಗೌಡ, ಕೃಷ್ಣ ಪತ್ತಿನ ಸಹಕಾರ ಸಂಘದ ಅಧ್ಯಕ್ಷ ಗುಡ್ಡೆಹೊಸಹಳ್ಳಿ ಜವರೇಗೌಡ, ಪುರಸಭಾ ಮಾಜಿ ಅಧ್ಯಕ್ಷ ಕೆ.ಟಿ ಗಂಗಾಧರ್, ಮುಖಂಡ ಕೋಟಹಳ್ಳಿ [793,1511,938,1695]
date-kannada: ಶುಕ್ರವಾರ 21 ಜೂನ್ 2024 [1088,122,1243,140]
paragraph: ಬೆಂಗಳೂರು: ಸುರಕ್ಷತೆಯನ್ನು ಹೆಚ್ಚಿಸುವ ಪ್ರಯತ್ನದ ಭಾಗವಾಗಿ ಭಾರತೀಯ ರೈಲ್ವೇ ಮುಂದಿನ ಆರರಿಂದ ಎಂಟು ತಿಂಗಳಲ್ಲಿ 18,799 ಸಹಾಯಕ ಲೋಕೋ ಪೈಲಟ್‌ಗಳನ್ನು ನೇಮಿಸಿಕೊಳ್ಳುವುದಾಗಿ ಘೋಷಿಸಿದೆ. [349,1116,540,1175]
photo-banner-text: ಅರವಿಂದ [753,732,803,752]
